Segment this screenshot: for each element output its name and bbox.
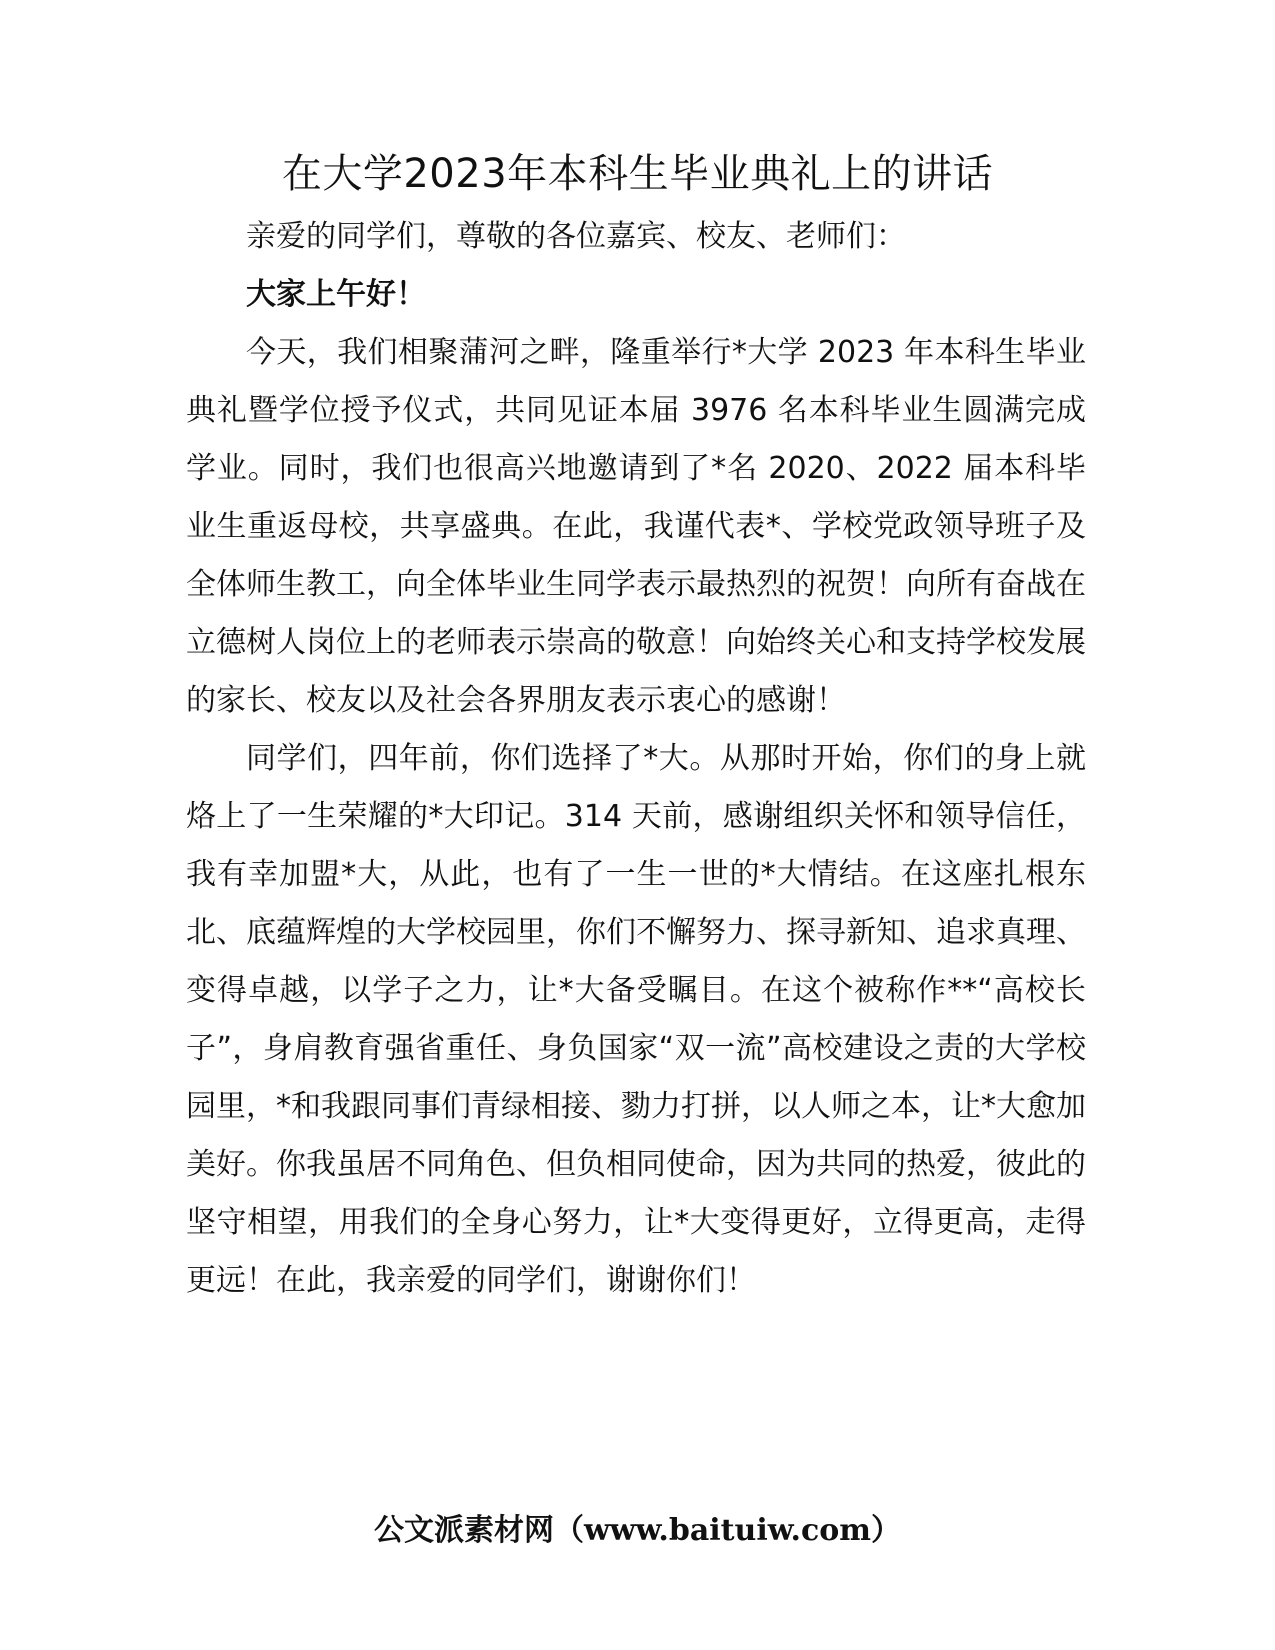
footer-watermark: 公文派素材网（www.baituiw.com） <box>373 1513 902 1548</box>
greeting: 大家上午好！ <box>246 277 426 312</box>
document-body <box>186 208 1086 1310</box>
paragraph-2: 同学们，四年前，你们选择了*大。从那时开始，你们的身上就烙上了一生荣耀的*大印记。314 天前，感谢组织关怀和领导信任，我有幸加盟*大，从此，也有了一生一世的*大情结。在这座扎根东北、底蕴辉煌的大学校园里，你们不懈努力、探寻新知、追求真理、变得卓越，以学子之力，让*大备受瞩目。在这个被称作**“高校长子”，身肩教育强省重任、身负国家“双一流”高校建设之责的大学校园里，*和我跟同事们青绿相接、勠力打拼，以人师之本，让*大愈加美好。你我虽居不同角色、但负相同使命，因为共同的热爱，彼此的坚守相望，用我们的全身心努力，让*大变得更好，立得更高，走得更远！在此，我亲爱的同学们，谢谢你们！ <box>186 741 1086 1298</box>
paragraph-1: 今天，我们相聚蒲河之畔，隆重举行*大学 2023 年本科生毕业典礼暨学位授予仪式，共同见证本届 3976 名本科毕业生圆满完成学业。同时，我们也很高兴地邀请到了*名 2020、2022 届本科毕业生重返母校，共享盛典。在此，我谨代表*、学校党政领导班子及全体师生教工，向全体毕业生同学表示最热烈的祝贺！向所有奋战在立德树人岗位上的老师表示崇高的敬意！向始终关心和支持学校发展的家长、校友以及社会各界朋友表示衷心的感谢！ <box>186 335 1086 718</box>
document-title: 在大学2023年本科生毕业典礼上的讲话 <box>281 151 994 197</box>
salutation: 亲爱的同学们，尊敬的各位嘉宾、校友、老师们： <box>246 219 906 254</box>
